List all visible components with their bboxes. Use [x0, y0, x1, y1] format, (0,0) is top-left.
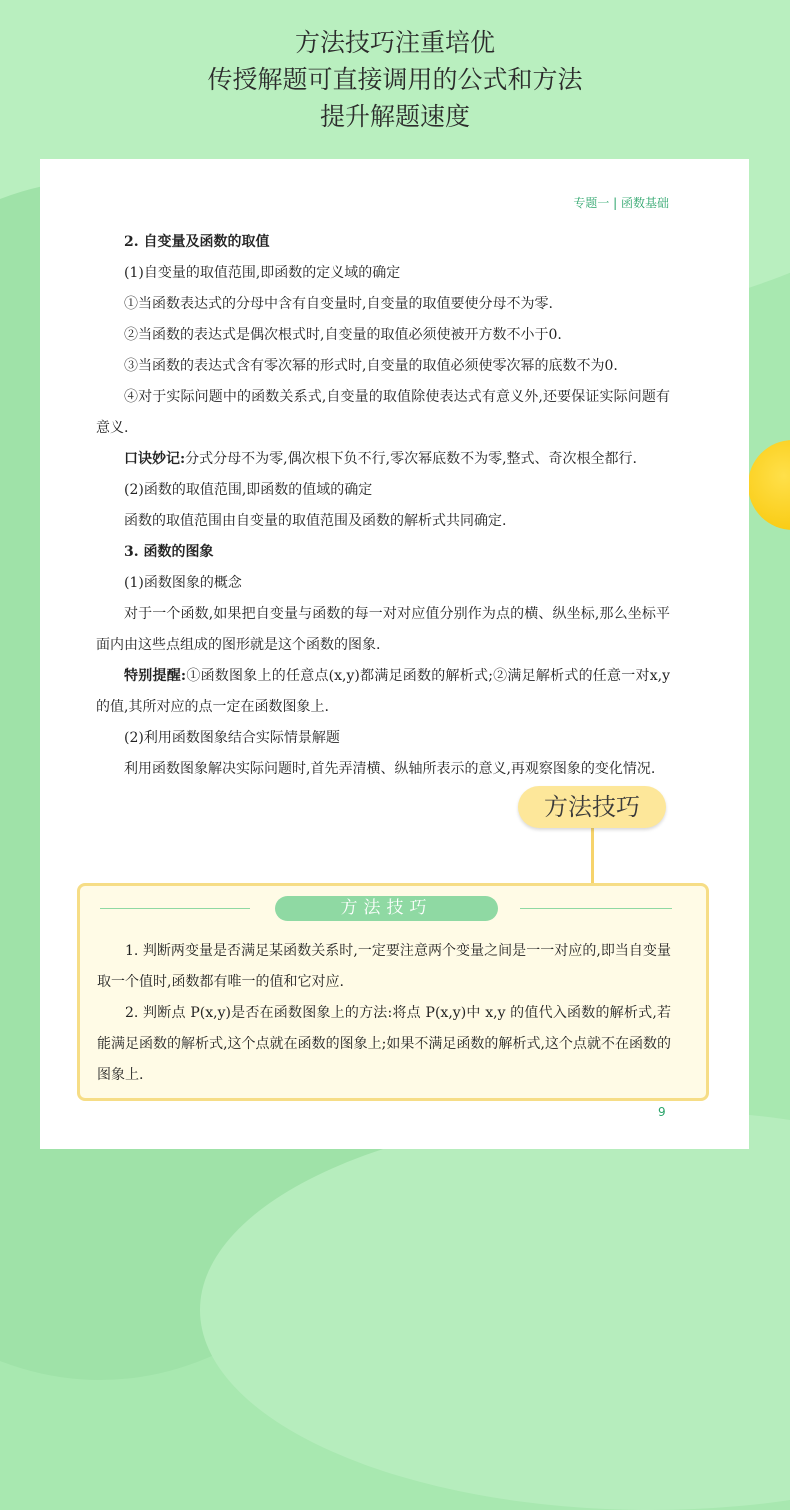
paragraph: 函数的取值范围由自变量的取值范围及函数的解析式共同确定. — [124, 513, 507, 529]
tips-title: 方法技巧 — [275, 896, 498, 921]
tip-item: 2. 判断点 P(x,y)是否在函数图象上的方法:将点 P(x,y)中 x,y 的值代入函数的解析式,若能满足函数的解析式,这个点就在函数的图象上;如果不满足函数的解析式,这个点就不在函数的图象上. — [97, 1005, 671, 1083]
banner-headline — [0, 24, 790, 135]
book-page — [40, 159, 749, 1149]
divider — [520, 908, 672, 909]
paragraph: (2)利用函数图象结合实际情景解题 — [124, 730, 340, 746]
reminder-label: 特别提醒: — [124, 668, 187, 684]
paragraph: (2)函数的取值范围,即函数的值域的确定 — [124, 482, 373, 498]
sun-decoration — [748, 440, 790, 530]
paragraph: 利用函数图象解决实际问题时,首先弄清横、纵轴所表示的意义,再观察图象的变化情况. — [124, 761, 656, 777]
mnemonic-text: 分式分母不为零,偶次根下负不行,零次幂底数不为零,整式、奇次根全都行. — [185, 451, 637, 467]
tips-content — [97, 936, 671, 1091]
mnemonic-label: 口诀妙记: — [124, 451, 186, 467]
tip-item: 1. 判断两变量是否满足某函数关系时,一定要注意两个变量之间是一一对应的,即当自变量取一个值时,函数都有唯一的值和它对应. — [97, 943, 671, 990]
running-head: 专题一 | 函数基础 — [573, 196, 669, 210]
headline-line: 提升解题速度 — [319, 102, 470, 131]
paragraph: ③当函数的表达式含有零次幂的形式时,自变量的取值必须使零次幂的底数不为0. — [124, 358, 618, 374]
tips-box — [77, 883, 709, 1101]
paragraph: 对于一个函数,如果把自变量与函数的每一对对应值分别作为点的横、纵坐标,那么坐标平面内由这些点组成的图形就是这个函数的图象. — [96, 606, 670, 653]
reminder-text: ①函数图象上的任意点(x,y)都满足函数的解析式;②满足解析式的任意一对x,y的值,其所对应的点一定在函数图象上. — [96, 668, 670, 715]
divider — [100, 908, 250, 909]
paragraph: ②当函数的表达式是偶次根式时,自变量的取值必须使被开方数不小于0. — [124, 327, 562, 343]
page-content — [96, 227, 670, 785]
headline-line: 传授解题可直接调用的公式和方法 — [207, 65, 583, 94]
mnemonic-paragraph — [96, 444, 670, 475]
page-number: 9 — [658, 1105, 666, 1119]
reminder-paragraph — [96, 661, 670, 723]
section-heading: 2. 自变量及函数的取值 — [124, 234, 270, 250]
paragraph: ④对于实际问题中的函数关系式,自变量的取值除使表达式有意义外,还要保证实际问题有意义. — [96, 389, 670, 436]
callout-pointer — [591, 828, 594, 883]
paragraph: (1)函数图象的概念 — [124, 575, 242, 591]
section-heading: 3. 函数的图象 — [124, 544, 214, 560]
method-tips-callout: 方法技巧 — [518, 786, 666, 828]
paragraph: (1)自变量的取值范围,即函数的定义域的确定 — [124, 265, 401, 281]
paragraph: ①当函数表达式的分母中含有自变量时,自变量的取值要使分母不为零. — [124, 296, 553, 312]
headline-line: 方法技巧注重培优 — [294, 28, 495, 57]
